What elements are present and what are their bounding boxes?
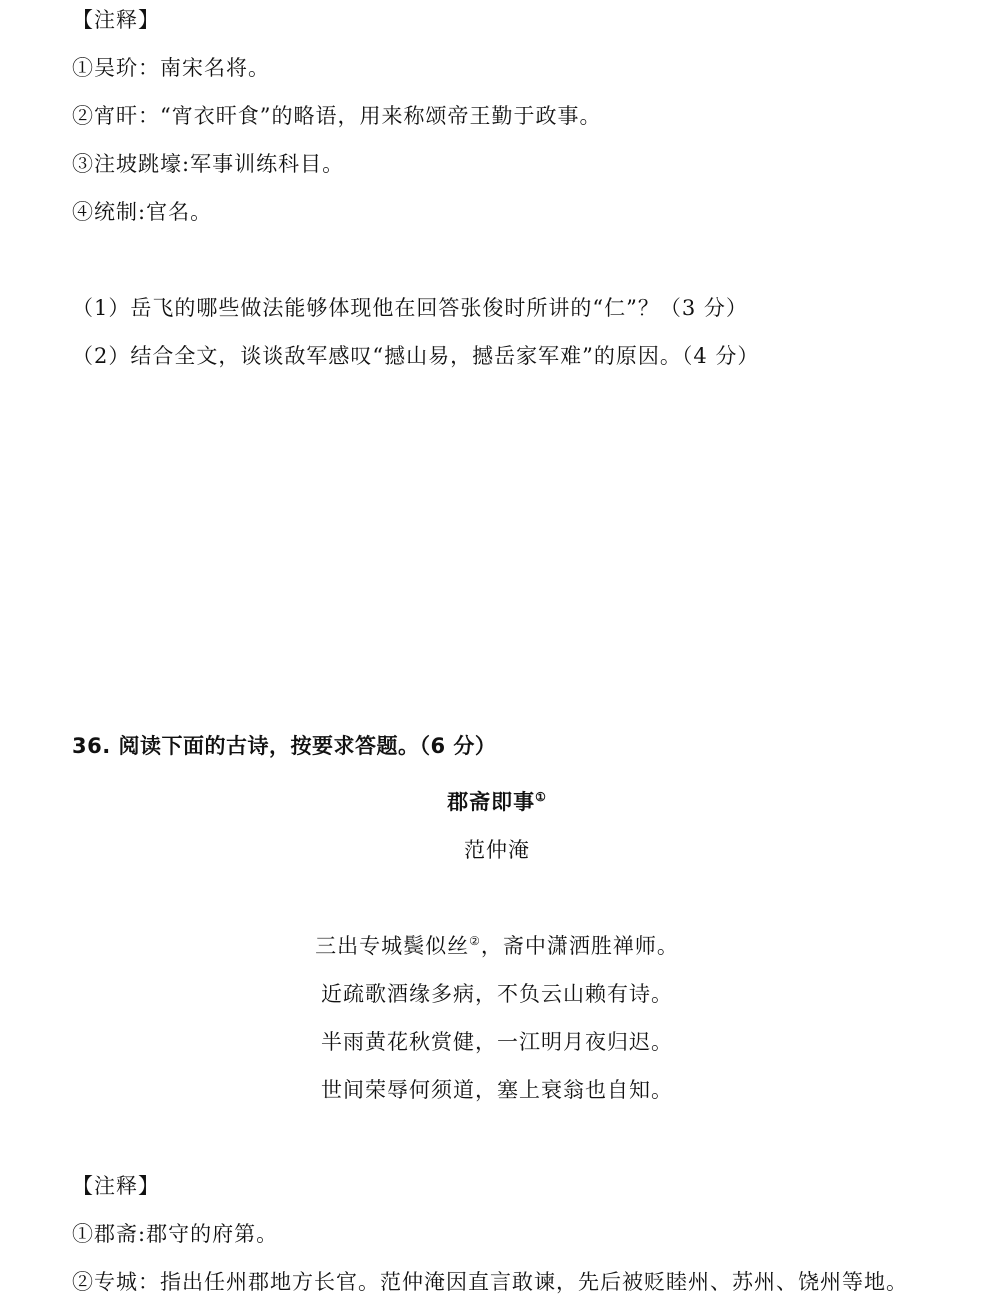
poem-line: 世间荣辱何须道，塞上衰翁也自知。 — [321, 1078, 673, 1102]
note-item: ③注坡跳壕:军事训练科目。 — [72, 152, 345, 176]
poem-author: 范仲淹 — [464, 838, 530, 862]
poem-line: 三出专城鬓似丝②，斋中潇洒胜禅师。 — [315, 934, 679, 958]
poem-title: 郡斋即事① — [447, 789, 547, 814]
note-item: ①郡斋:郡守的府第。 — [72, 1222, 279, 1246]
poem-line: 半雨黄花秋赏健，一江明月夜归迟。 — [321, 1030, 673, 1054]
note-item: ①吴玠：南宋名将。 — [72, 56, 270, 80]
notes-header: 【注释】 — [72, 1174, 160, 1198]
question-heading: 36. 阅读下面的古诗，按要求答题。（6 分） — [72, 734, 497, 758]
question-item: （1）岳飞的哪些做法能够体现他在回答张俊时所讲的“仁”？（3 分） — [72, 296, 748, 320]
footnote-mark: ② — [469, 934, 481, 948]
poem-line: 近疏歌酒缘多病，不负云山赖有诗。 — [321, 982, 673, 1006]
question-item: （2）结合全文，谈谈敌军感叹“撼山易，撼岳家军难”的原因。（4 分） — [72, 344, 760, 368]
note-item: ④统制:官名。 — [72, 200, 213, 224]
note-item: ②专城：指出任州郡地方长官。范仲淹因直言敢谏，先后被贬睦州、苏州、饶州等地。 — [72, 1270, 908, 1294]
note-item: ②宵旰：“宵衣旰食”的略语，用来称颂帝王勤于政事。 — [72, 104, 602, 128]
notes-header: 【注释】 — [72, 8, 160, 32]
footnote-mark: ① — [535, 790, 547, 804]
